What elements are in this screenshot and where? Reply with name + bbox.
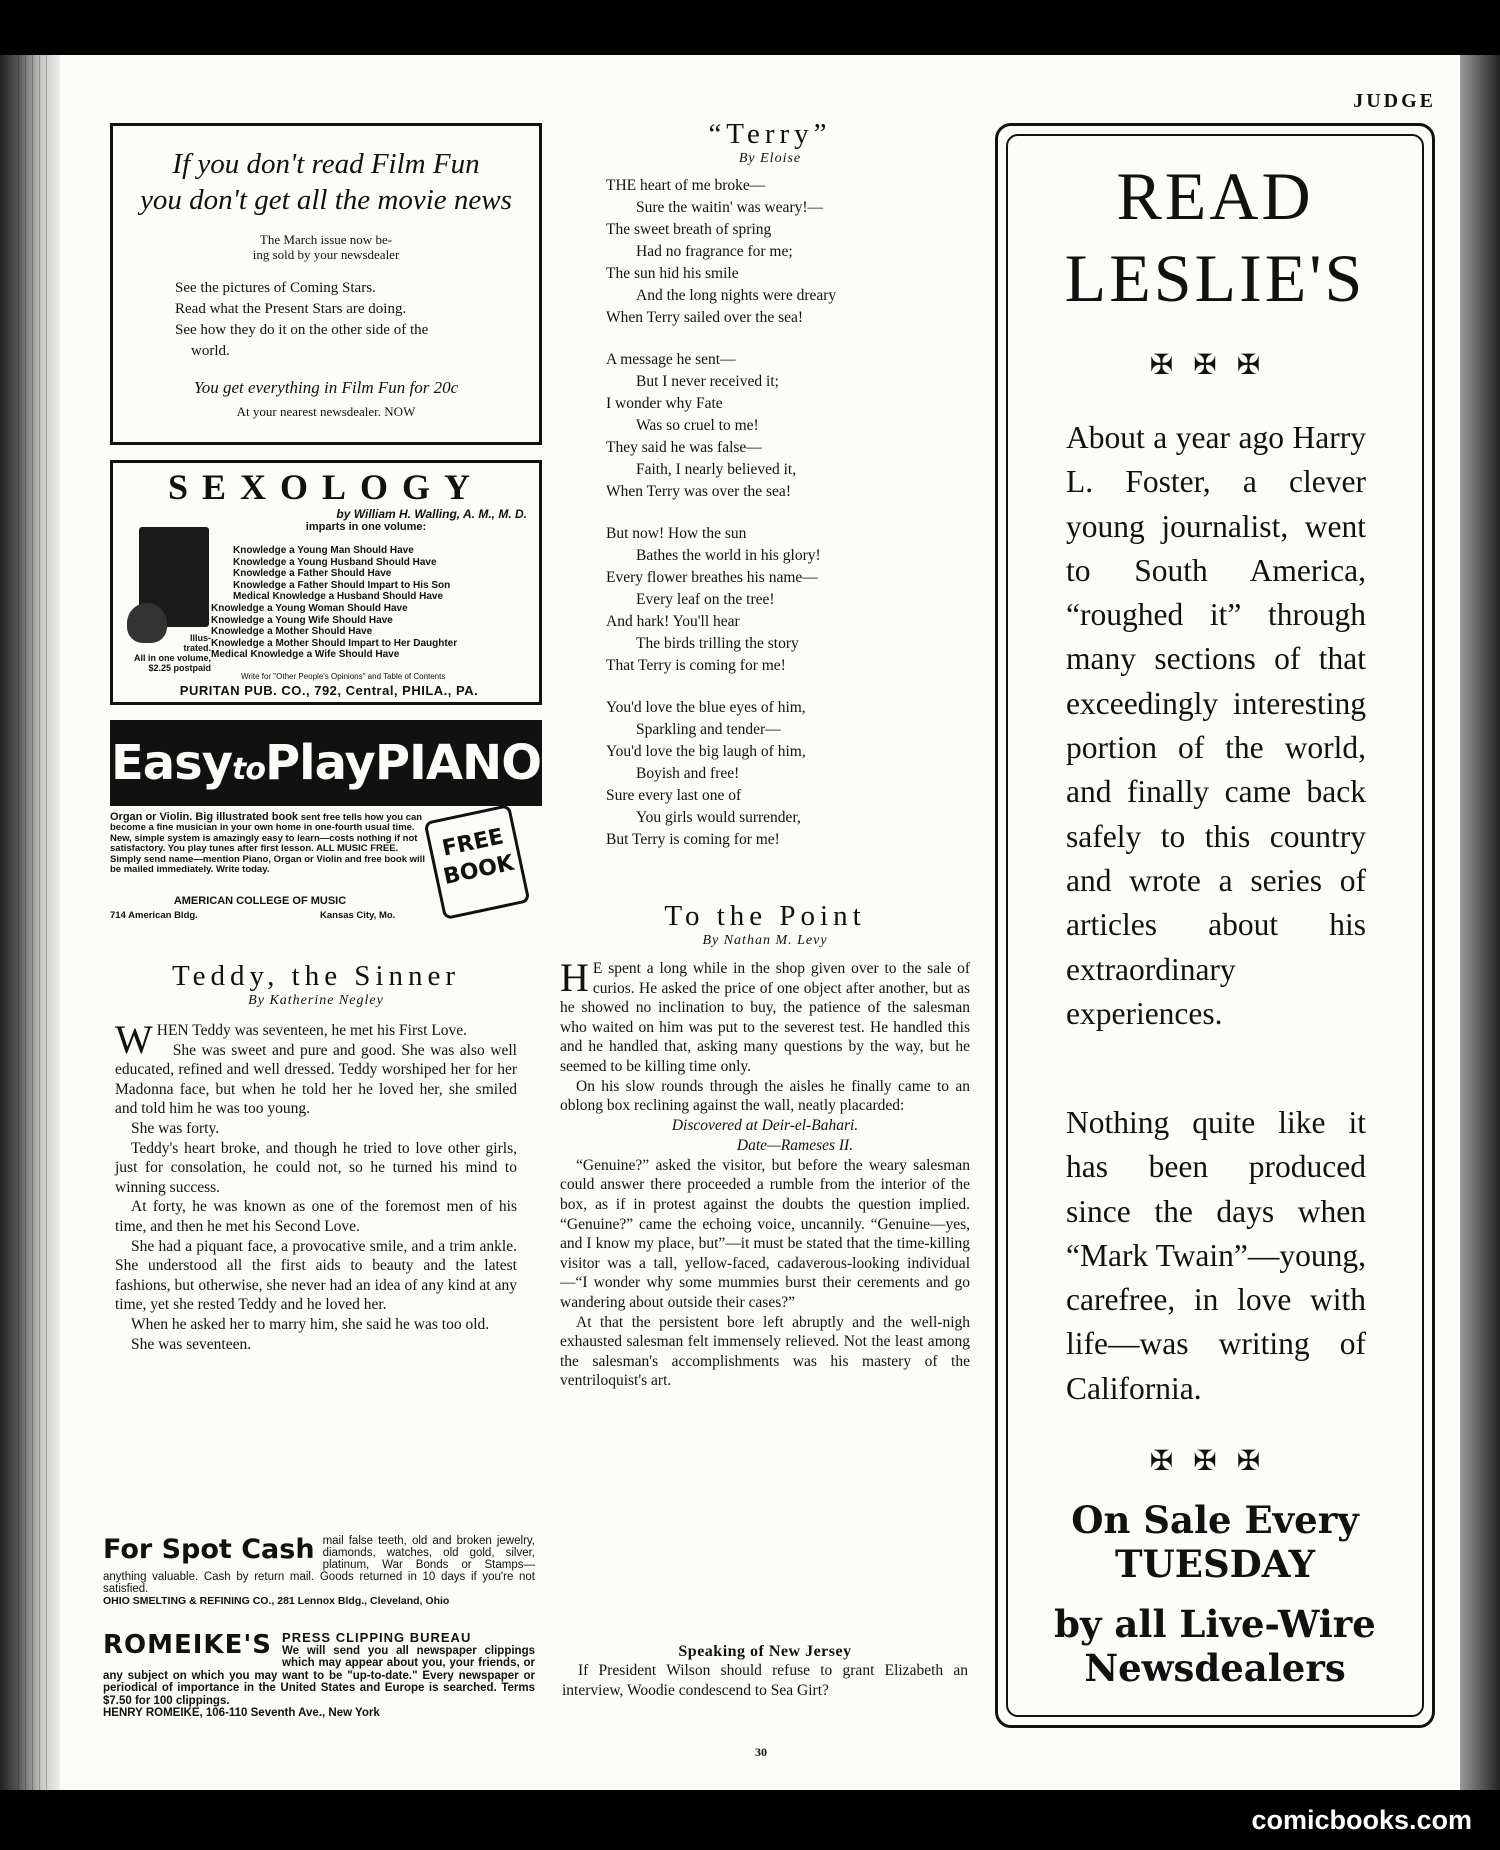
- poem-line: The sweet breath of spring: [606, 221, 772, 238]
- poem-line: You'd love the big laugh of him,: [606, 743, 806, 760]
- spot-cash-ad: [103, 1535, 535, 1607]
- sexology-ad: [110, 460, 542, 705]
- terry-poem: [560, 118, 980, 871]
- sale-line-4: Newsdealers: [1084, 1646, 1346, 1690]
- item-heading: Speaking of New Jersey: [678, 1643, 852, 1660]
- poem-line: I wonder why Fate: [606, 395, 723, 412]
- sexology-publisher: PURITAN PUB. CO., 792, Central, PHILA., PA.: [179, 683, 479, 698]
- story-paragraph: [560, 955, 970, 1077]
- sexology-notes: [123, 633, 211, 673]
- stanza: [606, 697, 980, 851]
- poem-line: Every flower breathes his name—: [606, 569, 818, 586]
- stanza: [606, 523, 980, 677]
- poem-line: Sure every last one of: [606, 787, 742, 804]
- story-paragraph: At that the persistent bore left abruptly and the well-nigh exhausted salesman felt immensely relieved. Not the least among the salesman's accomplishments was his mastery of the ventriloquist's art.: [560, 1313, 970, 1390]
- story-paragraph: At forty, he was known as one of the foremost men of his time, and then he met his Second Love.: [115, 1198, 517, 1235]
- story-paragraph-text: E spent a long while in the shop given over to the sale of curios. He asked the price of one object after another, but as he showed no inclination to buy, the patience of the salesman who waited on him was put to the severest test. He handled this and he handled that, asking many questions by the way, but he seemed to be killing time only.: [560, 960, 970, 1075]
- page-number: 30: [755, 1745, 767, 1759]
- sexology-list: [211, 545, 541, 661]
- list-item: Medical Knowledge a Husband Should Have: [233, 591, 444, 603]
- poem-line: But I never received it;: [636, 373, 779, 390]
- film-fun-tagline: You get everything in Film Fun for 20c: [193, 378, 459, 397]
- ornament-icon: ✠✠✠: [1149, 350, 1281, 381]
- romeike-address: HENRY ROMEIKE, 106-110 Seventh Ave., New York: [103, 1707, 380, 1720]
- poem-line: Sparkling and tender—: [636, 721, 781, 738]
- list-item: Knowledge a Father Should Impart to His Son: [233, 579, 451, 591]
- poem-line: A message he sent—: [606, 351, 736, 368]
- read-line: READ: [1116, 158, 1314, 234]
- point-line: world.: [191, 343, 230, 359]
- story-byline: By Nathan M. Levy: [702, 933, 828, 948]
- placard-line-2: Date—Rameses II.: [736, 1136, 854, 1154]
- stanza: [606, 349, 980, 503]
- story-byline: By Katherine Negley: [248, 993, 384, 1008]
- leslie-paragraph-1: About a year ago Harry L. Foster, a clever young journalist, went to South America, “roughed it” through many sections of that exceedingly interesting portion of the world, and finally came back safely to this country and wrote a series of articles about his extraordinary experiences.: [1066, 420, 1366, 1031]
- sexology-imparts: imparts in one volume:: [305, 521, 427, 533]
- story-body: [560, 955, 970, 1391]
- banner-easy: Easy: [111, 735, 233, 791]
- next-page-edge: [1460, 55, 1500, 1790]
- poem-line: You girls would surrender,: [636, 809, 801, 826]
- piano-body: [110, 812, 425, 875]
- romeike-bureau: PRESS CLIPPING BUREAU: [282, 1630, 472, 1645]
- list-item: Knowledge a Mother Should Have: [211, 626, 373, 638]
- poem-line: They said he was false—: [606, 439, 762, 456]
- poem-line: Boyish and free!: [636, 765, 740, 782]
- poem-line: Faith, I nearly believed it,: [636, 461, 797, 478]
- story-title: To the Point: [664, 900, 866, 932]
- romeike-body: We will send you all newspaper clippings which may appear about you, your friends, or any subject on which you may want to be "up-to-date." Every newspaper or periodical of importance in the United States and Europe is searched. Terms $7.50 for 100 clippings.: [103, 1645, 535, 1707]
- piano-ad: [110, 720, 542, 935]
- poem-line: Every leaf on the tree!: [636, 591, 775, 608]
- story-paragraph-text: HEN Teddy was seventeen, he met his First Love.: [156, 1022, 468, 1039]
- poem-line: And hark! You'll hear: [606, 613, 740, 630]
- ornament-icon: ✠✠✠: [1149, 1446, 1281, 1477]
- sale-line-2: TUESDAY: [1114, 1542, 1316, 1586]
- spot-cash-headline: For Spot Cash: [103, 1534, 315, 1565]
- spot-cash-company: OHIO SMELTING & REFINING CO., 281 Lennox Bldg., Cleveland, Ohio: [103, 1595, 450, 1607]
- piano-address-1: 714 American Bldg.: [110, 910, 198, 921]
- story-paragraph: “Genuine?” asked the visitor, but before the weary salesman could answer there proceeded a rumble from the interior of the box, as if in protest against the doubts the question implied. “Genuine?” came the echoing voice, uncannily. “Genuine—yes, and I know my place, but”—it must be stated that the time-killing visitor was a tall, yellow-faced, cadaverous-looking individual—“I wonder why some mummies burst their cerements and go wandering about outside their cases?”: [560, 1156, 970, 1311]
- film-fun-headline-2: you don't get all the movie news: [140, 184, 512, 216]
- nearest-newsdealer: At your nearest newsdealer. NOW: [236, 404, 416, 419]
- point-line: See the pictures of Coming Stars.: [175, 280, 376, 296]
- price-note: All in one volume, $2.25 postpaid: [133, 653, 211, 673]
- sale-line-1: On Sale Every: [1071, 1498, 1359, 1542]
- poem-line: But Terry is coming for me!: [606, 831, 780, 848]
- piano-body-rest: sent free tells how you can become a fine musician in your own home in one-fourth usual time. New, simple system is amazingly easy to learn—costs nothing if not satisfactory. You play tunes after first lesson. ALL MUSIC FREE. Simply send name—mention Piano, Organ or Violin and free book will be mailed immediately. Write today.: [110, 812, 425, 876]
- sexology-title: SEXOLOGY: [167, 467, 485, 507]
- item-text: [562, 1661, 968, 1700]
- book-text: BOOK: [441, 850, 517, 890]
- piano-address-2: Kansas City, Mo.: [320, 910, 396, 921]
- leslies-ad: [995, 123, 1435, 1728]
- sexology-byline: by William H. Walling, A. M., M. D.: [336, 507, 527, 521]
- point-line: See how they do it on the other side of the: [175, 322, 429, 338]
- poem-line: The birds trilling the story: [636, 635, 799, 652]
- poem-line: Was so cruel to me!: [636, 417, 759, 434]
- list-item: Medical Knowledge a Wife Should Have: [211, 649, 400, 661]
- film-fun-headline-1: If you don't read Film Fun: [172, 148, 480, 180]
- issue-note-line-2: ing sold by your newsdealer: [252, 247, 400, 262]
- stanza: [606, 175, 980, 329]
- story-paragraph: [115, 1017, 517, 1062]
- running-head: JUDGE: [1353, 90, 1436, 112]
- spot-cash-body: mail false teeth, old and broken jewelry, diamonds, watches, old gold, silver, platinum, War Bonds or Stamps—anything valuable. Cash by return mail. Goods returned in 10 days if you're not satisfied.: [103, 1535, 535, 1595]
- issue-note: [135, 232, 517, 262]
- placard-line-1: Discovered at Deir-el-Bahari.: [671, 1116, 859, 1134]
- drop-cap: W: [115, 1017, 153, 1062]
- page-edges: [12, 55, 52, 1790]
- list-item: Knowledge a Young Wife Should Have: [211, 614, 393, 626]
- poem-line: You'd love the blue eyes of him,: [606, 699, 806, 716]
- poem-body: [606, 175, 980, 851]
- banner-play-piano: PlayPIANO: [265, 735, 541, 791]
- list-item: Knowledge a Young Man Should Have: [233, 545, 414, 556]
- poem-line: When Terry was over the sea!: [606, 483, 791, 500]
- poem-line: But now! How the sun: [606, 525, 747, 542]
- poem-line: The sun hid his smile: [606, 265, 739, 282]
- watermark: comicbooks.com: [1251, 1805, 1472, 1835]
- placard: [560, 1116, 970, 1156]
- romeike-headline: ROMEIKE'S: [103, 1630, 273, 1660]
- banner-to: to: [232, 752, 265, 787]
- free-text: FREE: [440, 824, 506, 862]
- free-book-badge: [424, 804, 531, 920]
- new-jersey-item: [562, 1643, 968, 1700]
- list-item: Knowledge a Father Should Have: [233, 568, 392, 580]
- sale-line-3: by all Live-Wire: [1054, 1602, 1376, 1646]
- poem-line: Had no fragrance for me;: [636, 243, 793, 260]
- leslies-line: LESLIE'S: [1064, 240, 1366, 316]
- leslie-paragraph-2: Nothing quite like it has been produced since the days when “Mark Twain”—young, carefree, in love with life—was writing of California.: [1066, 1105, 1366, 1406]
- list-item: Knowledge a Young Husband Should Have: [233, 556, 437, 568]
- teddy-story: [115, 960, 517, 1354]
- piano-banner: [110, 720, 542, 806]
- poem-line: That Terry is coming for me!: [606, 657, 786, 674]
- story-body: [115, 1017, 517, 1354]
- illustrated-note: Illus- trated.: [183, 633, 211, 653]
- poem-title: “Terry”: [708, 118, 832, 150]
- story-paragraph: She was forty.: [131, 1119, 220, 1137]
- item-paragraph: If President Wilson should refuse to grant Elizabeth an interview, Woodie condescend to Sea Girt?: [562, 1662, 968, 1699]
- poem-line: Bathes the world in his glory!: [636, 547, 821, 564]
- film-fun-ad: [110, 123, 542, 445]
- story-paragraph: Teddy's heart broke, and though he tried to love other girls, just for consolation, he could not, so he turned his mind to winning success.: [115, 1139, 517, 1196]
- point-line: Read what the Present Stars are doing.: [175, 301, 407, 317]
- poem-line: Sure the waitin' was weary!—: [636, 199, 824, 216]
- poem-line: When Terry sailed over the sea!: [606, 309, 804, 326]
- story-title: Teddy, the Sinner: [171, 960, 461, 992]
- piano-body-first: Organ or Violin. Big illustrated book: [110, 811, 299, 823]
- issue-note-line-1: The March issue now be-: [259, 232, 393, 247]
- story-paragraph: She was seventeen.: [131, 1335, 252, 1353]
- story-paragraph: On his slow rounds through the aisles he finally came to an oblong box reclining against the wall, neatly placarded:: [560, 1077, 970, 1115]
- romeike-ad: [103, 1630, 535, 1719]
- write-for-note: Write for "Other People's Opinions" and Table of Contents: [241, 672, 446, 681]
- poem-line: And the long nights were dreary: [636, 287, 837, 304]
- drop-cap: H: [560, 955, 589, 1000]
- poem-byline: By Eloise: [738, 151, 802, 166]
- list-item: Knowledge a Mother Should Impart to Her Daughter: [211, 637, 458, 649]
- story-paragraph: She had a piquant face, a provocative smile, and a trim ankle. She understood all the first aids to beauty and the latest fashions, but otherwise, she never had an idea of any kind at any time, yet she rested Teddy and he loved her.: [115, 1237, 517, 1314]
- piano-college: AMERICAN COLLEGE OF MUSIC: [173, 895, 347, 907]
- list-item: Knowledge a Young Woman Should Have: [211, 602, 408, 614]
- story-paragraph: She was sweet and pure and good. She was also well educated, refined and well dressed. Teddy worshiped her for her Madonna face, but when he told her he loved her, she smiled and told him he was too young.: [115, 1041, 517, 1118]
- poem-line: THE heart of me broke—: [606, 177, 766, 194]
- story-paragraph: When he asked her to marry him, she said he was too old.: [131, 1315, 490, 1333]
- film-fun-points: [175, 278, 517, 362]
- to-the-point-story: [560, 900, 970, 1391]
